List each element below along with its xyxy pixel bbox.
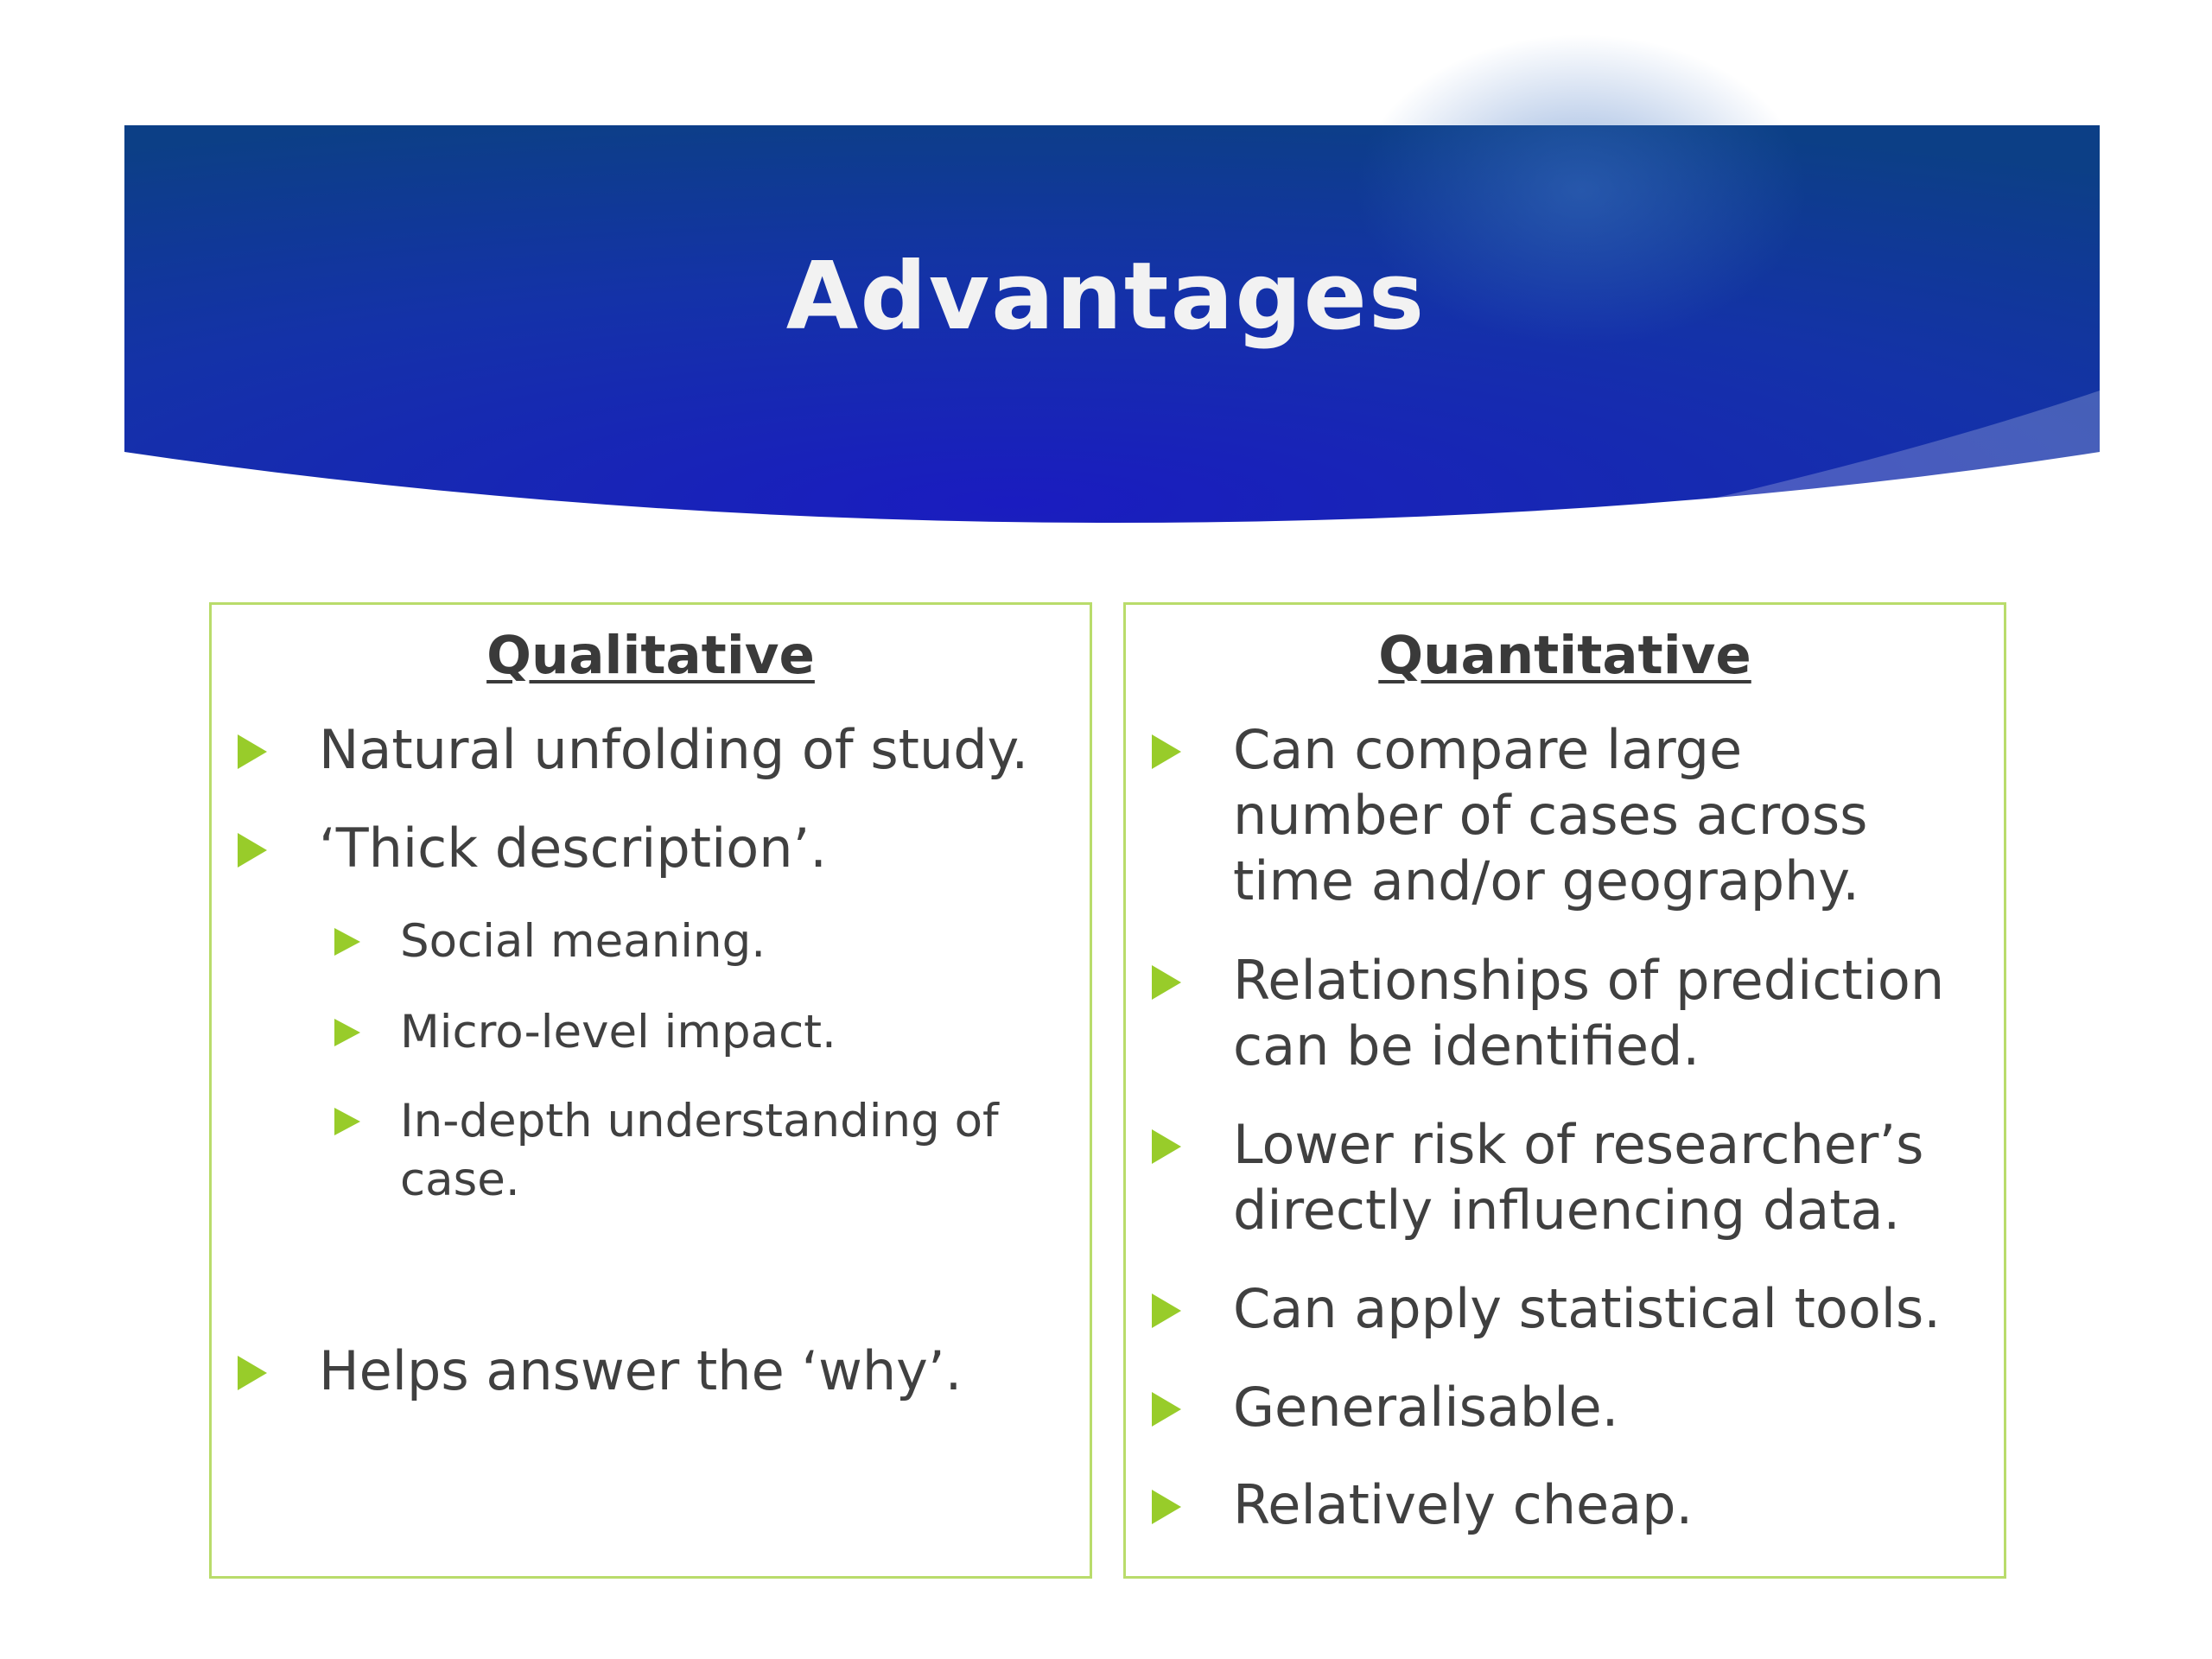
bullet-arrow-icon: [334, 928, 360, 956]
quantitative-panel: [1123, 602, 2006, 1579]
list-item-text: Micro-level impact.: [400, 1006, 836, 1058]
slide-title: Advantages: [785, 243, 1427, 351]
bullet-arrow-icon: [238, 833, 267, 868]
list-item-text: Generalisable.: [1233, 1376, 1619, 1439]
list-item-text: Helps answer the ‘why’.: [319, 1339, 963, 1402]
bullet-arrow-icon: [1152, 1129, 1181, 1164]
list-item-text: Lower risk of researcher’s directly influencing data.: [1233, 1113, 1924, 1242]
list-item-text: ‘Thick description’.: [319, 817, 827, 880]
list-item-text: Social meaning.: [400, 915, 766, 968]
bullet-arrow-icon: [334, 1019, 360, 1046]
bullet-arrow-icon: [1152, 734, 1181, 769]
list-item-text: Can compare large number of cases across time and/or geography.: [1233, 718, 1868, 912]
qualitative-panel: [209, 602, 1092, 1579]
list-item-text: Relatively cheap.: [1233, 1473, 1694, 1536]
bullet-arrow-icon: [1152, 1490, 1181, 1524]
bullet-arrow-icon: [1152, 1294, 1181, 1328]
bullet-arrow-icon: [1152, 965, 1181, 1000]
bullet-arrow-icon: [334, 1108, 360, 1135]
list-item-text: In-depth understanding of case.: [400, 1095, 999, 1206]
quantitative-heading: Quantitative: [1378, 625, 1751, 686]
qualitative-heading: Qualitative: [486, 625, 815, 686]
list-item-text: Can apply statistical tools.: [1233, 1277, 1942, 1340]
bullet-arrow-icon: [1152, 1392, 1181, 1427]
list-item-text: Relationships of prediction can be identified.: [1233, 949, 1945, 1077]
list-item-text: Natural unfolding of study.: [319, 718, 1029, 781]
bullet-arrow-icon: [238, 1356, 267, 1390]
bullet-arrow-icon: [238, 734, 267, 769]
